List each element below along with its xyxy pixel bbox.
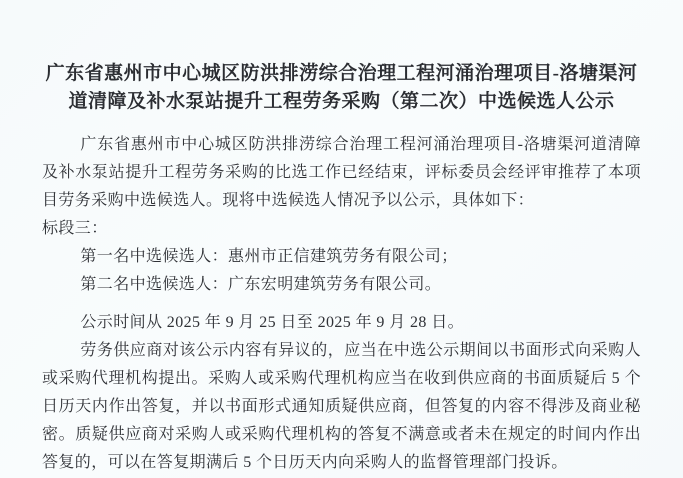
notice-title: 广东省惠州市中心城区防洪排涝综合治理工程河涌治理项目-洛塘渠河道清障及补水泵站提升工程劳务采购（第二次）中选候选人公示 xyxy=(45,63,638,112)
intro-paragraph: 广东省惠州市中心城区防洪排涝综合治理工程河涌治理项目-洛塘渠河道清障及补水泵站提升工程劳务采购的比选工作已经结束，评标委员会经评审推荐了本项目劳务采购中选候选人。现将中选候选人情况予以公示，具体如下： xyxy=(42,136,641,209)
publicity-period-line: 公示时间从 2025 年 9 月 25 日至 2025 年 9 月 28 日。 xyxy=(80,314,464,331)
objection-paragraph: 劳务供应商对该公示内容有异议的，应当在中选公示期间以书面形式向采购人或采购代理机构提出。采购人或采购代理机构应当在收到供应商的书面质疑后 5 个日历天内作出答复，并以书面形式通知质疑供应商，但答复的内容不得涉及商业秘密。质疑供应商对采购人或采购代理机构的答复不满意或者未在规定的时间内作出答复的，可以在答复期满后 5 个日历天内向采购人的监督管理部门投诉。 xyxy=(42,342,641,471)
candidate-line-second: 第二名中选候选人：广东宏明建筑劳务有限公司。 xyxy=(80,276,442,293)
candidate-line-first: 第一名中选候选人：惠州市正信建筑劳务有限公司； xyxy=(80,248,458,265)
section-label: 标段三： xyxy=(42,220,108,237)
